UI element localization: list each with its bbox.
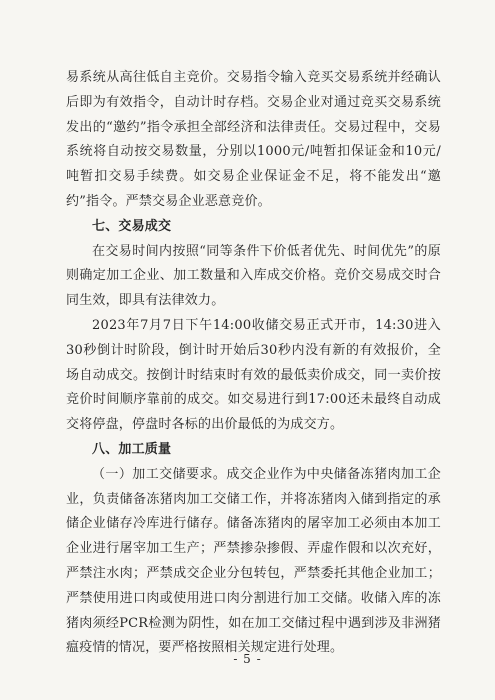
paragraph-trade-principle: 在交易时间内按照“同等条件下价低者优先、时间优先”的原则确定加工企业、加工数量和入库成交价格。竞价交易成交时合同生效，即具有法律效力。 bbox=[66, 243, 441, 309]
section-heading-7: 七、交易成交 bbox=[92, 218, 172, 234]
section-heading-8: 八、加工质量 bbox=[92, 441, 172, 457]
paragraph-continuation: 易系统从高往低自主竞价。交易指令输入竞买交易系统并经确认后即为有效指令，自动计时存档。交易企业对通过竞买交易系统发出的“邀约”指令承担全部经济和法律责任。交易过程中，交易系统将自动按交易数量，分别以1000元/吨暂扣保证金和10元/吨暂扣交易手续费。如交易企业保证金不足，将不能发出“邀约”指令。严禁交易企业恶意竞价。 bbox=[66, 70, 441, 209]
paragraph-processing-requirements: （一）加工交储要求。成交企业作为中央储备冻猪肉加工企业，负责储备冻猪肉加工交储工作，并将冻猪肉入储到指定的承储企业储存冷库进行储存。储备冻猪肉的屠宰加工必须由本加工企业进行屠宰加工生产；严禁掺杂掺假、弄虚作假和以次充好，严禁注水肉；严禁成交企业分包转包，严禁委托其他企业加工；严禁使用进口肉或使用进口肉分割进行加工交储。收储入库的冻猪肉须经PCR检测为阴性，如在加工交储过程中遇到涉及非洲猪瘟疫情的情况，要严格按照相关规定进行处理。 bbox=[66, 466, 441, 656]
paragraph-trade-schedule: 2023年7月7日下午14:00收储交易正式开市，14:30进入30秒倒计时阶段，倒计时开始后30秒内没有新的有效报价，全场自动成交。按倒计时结束时有效的最低卖价成交，同一卖价按竞价时间顺序靠前的成交。如交易进行到17:00还未最终自动成交将停盘，停盘时各标的出价最低的为成交方。 bbox=[66, 317, 441, 433]
document-body bbox=[66, 66, 441, 661]
page-number: - 5 - bbox=[233, 652, 262, 666]
